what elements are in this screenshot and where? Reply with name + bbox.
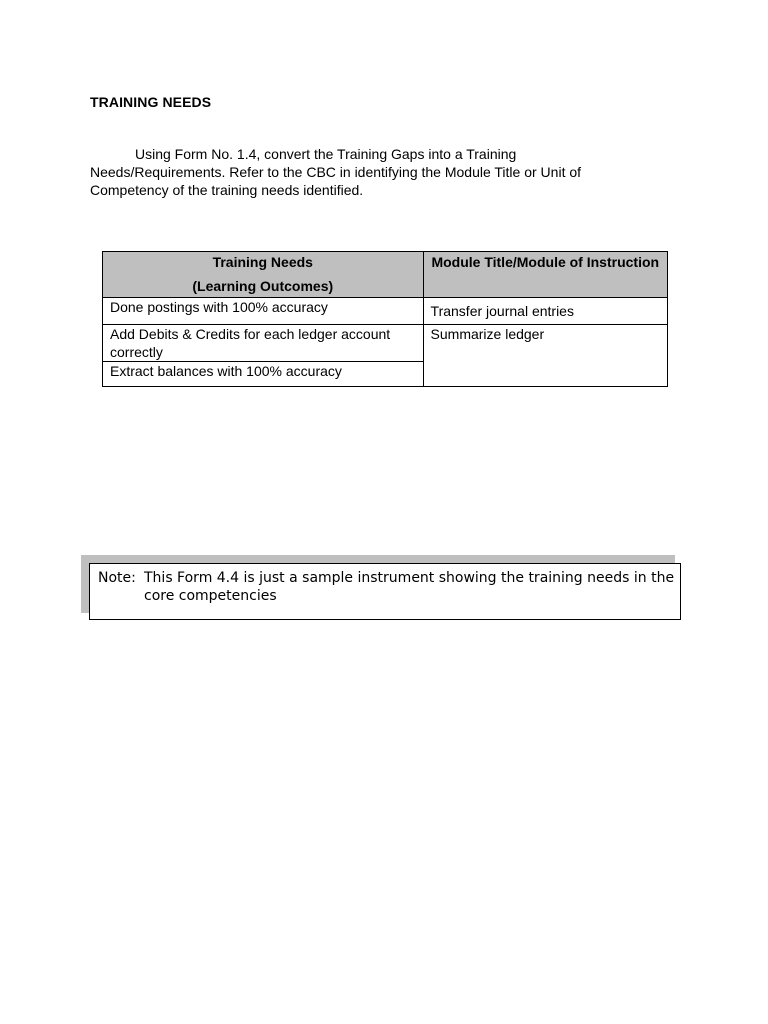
note-text: This Form 4.4 is just a sample instrument showing the training needs in the core competencies (144, 570, 675, 604)
training-needs-table (102, 251, 668, 387)
module-cell: Summarize ledger (423, 325, 667, 387)
note-label: Note: (98, 570, 136, 586)
training-need-cell: Add Debits & Credits for each ledger account correctly (103, 325, 424, 362)
header-training-needs-title: Training Needs (212, 254, 313, 270)
page-title: TRAINING NEEDS (90, 94, 212, 110)
instructions-paragraph: Using Form No. 1.4, convert the Training Gaps into a Training Needs/Requirements. Refer to the CBC in identifying the Module Title or Unit of Competency of the training needs identified. (90, 146, 582, 198)
module-cell: Transfer journal entries (423, 298, 667, 325)
training-need-cell: Done postings with 100% accuracy (103, 298, 424, 325)
table-row (103, 325, 668, 362)
header-training-needs (103, 252, 424, 298)
note-box (89, 563, 681, 620)
header-learning-outcomes: (Learning Outcomes) (192, 278, 334, 294)
header-module-title: Module Title/Module of Instruction (423, 252, 667, 298)
table-row (103, 298, 668, 325)
training-need-cell: Extract balances with 100% accuracy (103, 362, 424, 387)
table-header-row (103, 252, 668, 298)
